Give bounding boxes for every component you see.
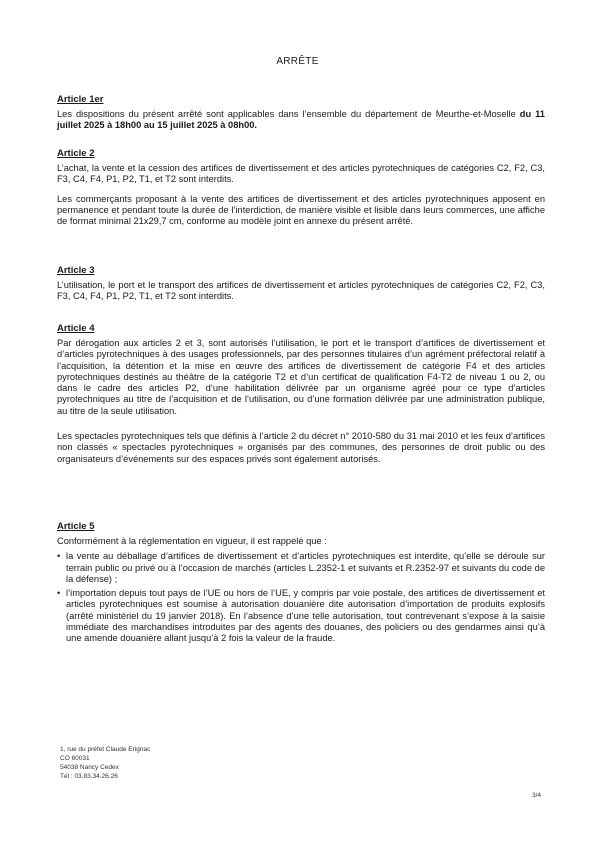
list-item-text: l’importation depuis tout pays de l’UE ou hors de l’UE, y compris par voie postale, des artifices de divertissement et articles pyrotechniques est soumise à autorisation douanière dite autorisation d’importation de produits explosifs (arrêté ministériel du 19 janvier 2018). En l’absence d’une telle autorisation, tout contrevenant s’expose à la saisie immédiate des marchandises introduites par des agents des douanes, des policiers ou des gendarmes ainsi qu’à une amende douanière allant jusqu’à 2 fois la valeur de la fraude. [66,588,545,644]
article-1-dates: du 11 juillet 2025 à 18h00 au 15 juillet 2025 à 08h00. [57,109,545,131]
article-3-heading: Article 3 [57,265,95,276]
list-item [57,551,545,585]
article-2 [57,148,545,227]
article-3-paragraph-1: L’utilisation, le port et le transport des artifices de divertissement et articles pyrotechniques de catégories C2, F2, C3, F3, C4, F4, P1, P2, T1, et T2 sont interdits. [57,280,545,302]
article-1-text [57,109,545,132]
footer-line: 54038 Nancy Cedex [60,764,119,771]
article-3 [57,265,545,303]
footer-line: 1, rue du préfet Claude Erignac [60,746,151,753]
article-1 [57,94,545,132]
list-item [57,588,545,644]
footer-line: Tél : 03.83.34.26.26 [60,773,118,780]
document-title: ARRÊTE [276,56,319,67]
article-5-intro: Conformément à la réglementation en vigueur, il est rappelé que : [57,536,327,546]
page-number: 3/4 [531,792,541,799]
bullet-icon: • [57,551,61,562]
list-item-text: la vente au déballage d’artifices de divertissement et d’articles pyrotechniques est interdite, qu’elle se déroule sur terrain public ou privé ou à l’occasion de marchés (articles L.2352-1 et suivants et R.2352-97 et suivants du code de la défense) ; [66,551,545,584]
footer-address [60,745,150,781]
bullet-icon: • [57,588,61,599]
article-4-paragraph-1: Par dérogation aux articles 2 et 3, sont autorisés l’utilisation, le port et le transport d’artifices de divertissement et d’articles pyrotechniques à des usages professionnels, par des personnes titulaires d’un agrément préfectoral relatif à l’acquisition, la détention et la mise en œuvre des artifices de divertissement de catégorie F4 et des articles pyrotechniques destinés au théâtre de la catégorie T2 et d’un certificat de qualification F4-T2 de niveau 1 ou 2, ou dans le cadre des articles P2, d’une habilitation délivrée par un organisme agréé pour ce type d’articles pyrotechniques au titre de l’acquisition et de l’utilisation, ou d’une formation délivrée par une administration publique, au titre de la seule utilisation. [57,338,545,416]
article-1-text-main: Les dispositions du présent arrêté sont applicables dans l’ensemble du département de Meurthe-et-Moselle [57,109,520,119]
article-5-bullet-list [57,551,545,644]
article-4-paragraph-2: Les spectacles pyrotechniques tels que définis à l’article 2 du décret n° 2010-580 du 31 mai 2010 et les feux d’artifices non classés « spectacles pyrotechniques » organisés par des communes, des personnes de droit public ou des organisateurs d’événements sur des espaces privés sont également autorisés. [57,431,545,464]
article-1-heading: Article 1er [57,94,104,105]
article-5 [57,521,545,648]
article-4-heading: Article 4 [57,323,95,334]
article-2-heading: Article 2 [57,148,95,159]
article-4 [57,323,545,465]
footer-line: CO 60031 [60,755,90,762]
article-2-paragraph-1: L’achat, la vente et la cession des artifices de divertissement et des articles pyrotechniques de catégories C2, F2, C3, F3, C4, F4, P1, P2, T1, et T2 sont interdits. [57,163,545,185]
article-2-paragraph-2: Les commerçants proposant à la vente des artifices de divertissement et des articles pyrotechniques apposent en permanence et pendant toute la durée de l’interdiction, de manière visible et lisible dans leurs commerces, une affiche de format minimal 21x29,7 cm, conforme au modèle joint en annexe du présent arrêté. [57,193,545,227]
article-5-heading: Article 5 [57,521,95,532]
